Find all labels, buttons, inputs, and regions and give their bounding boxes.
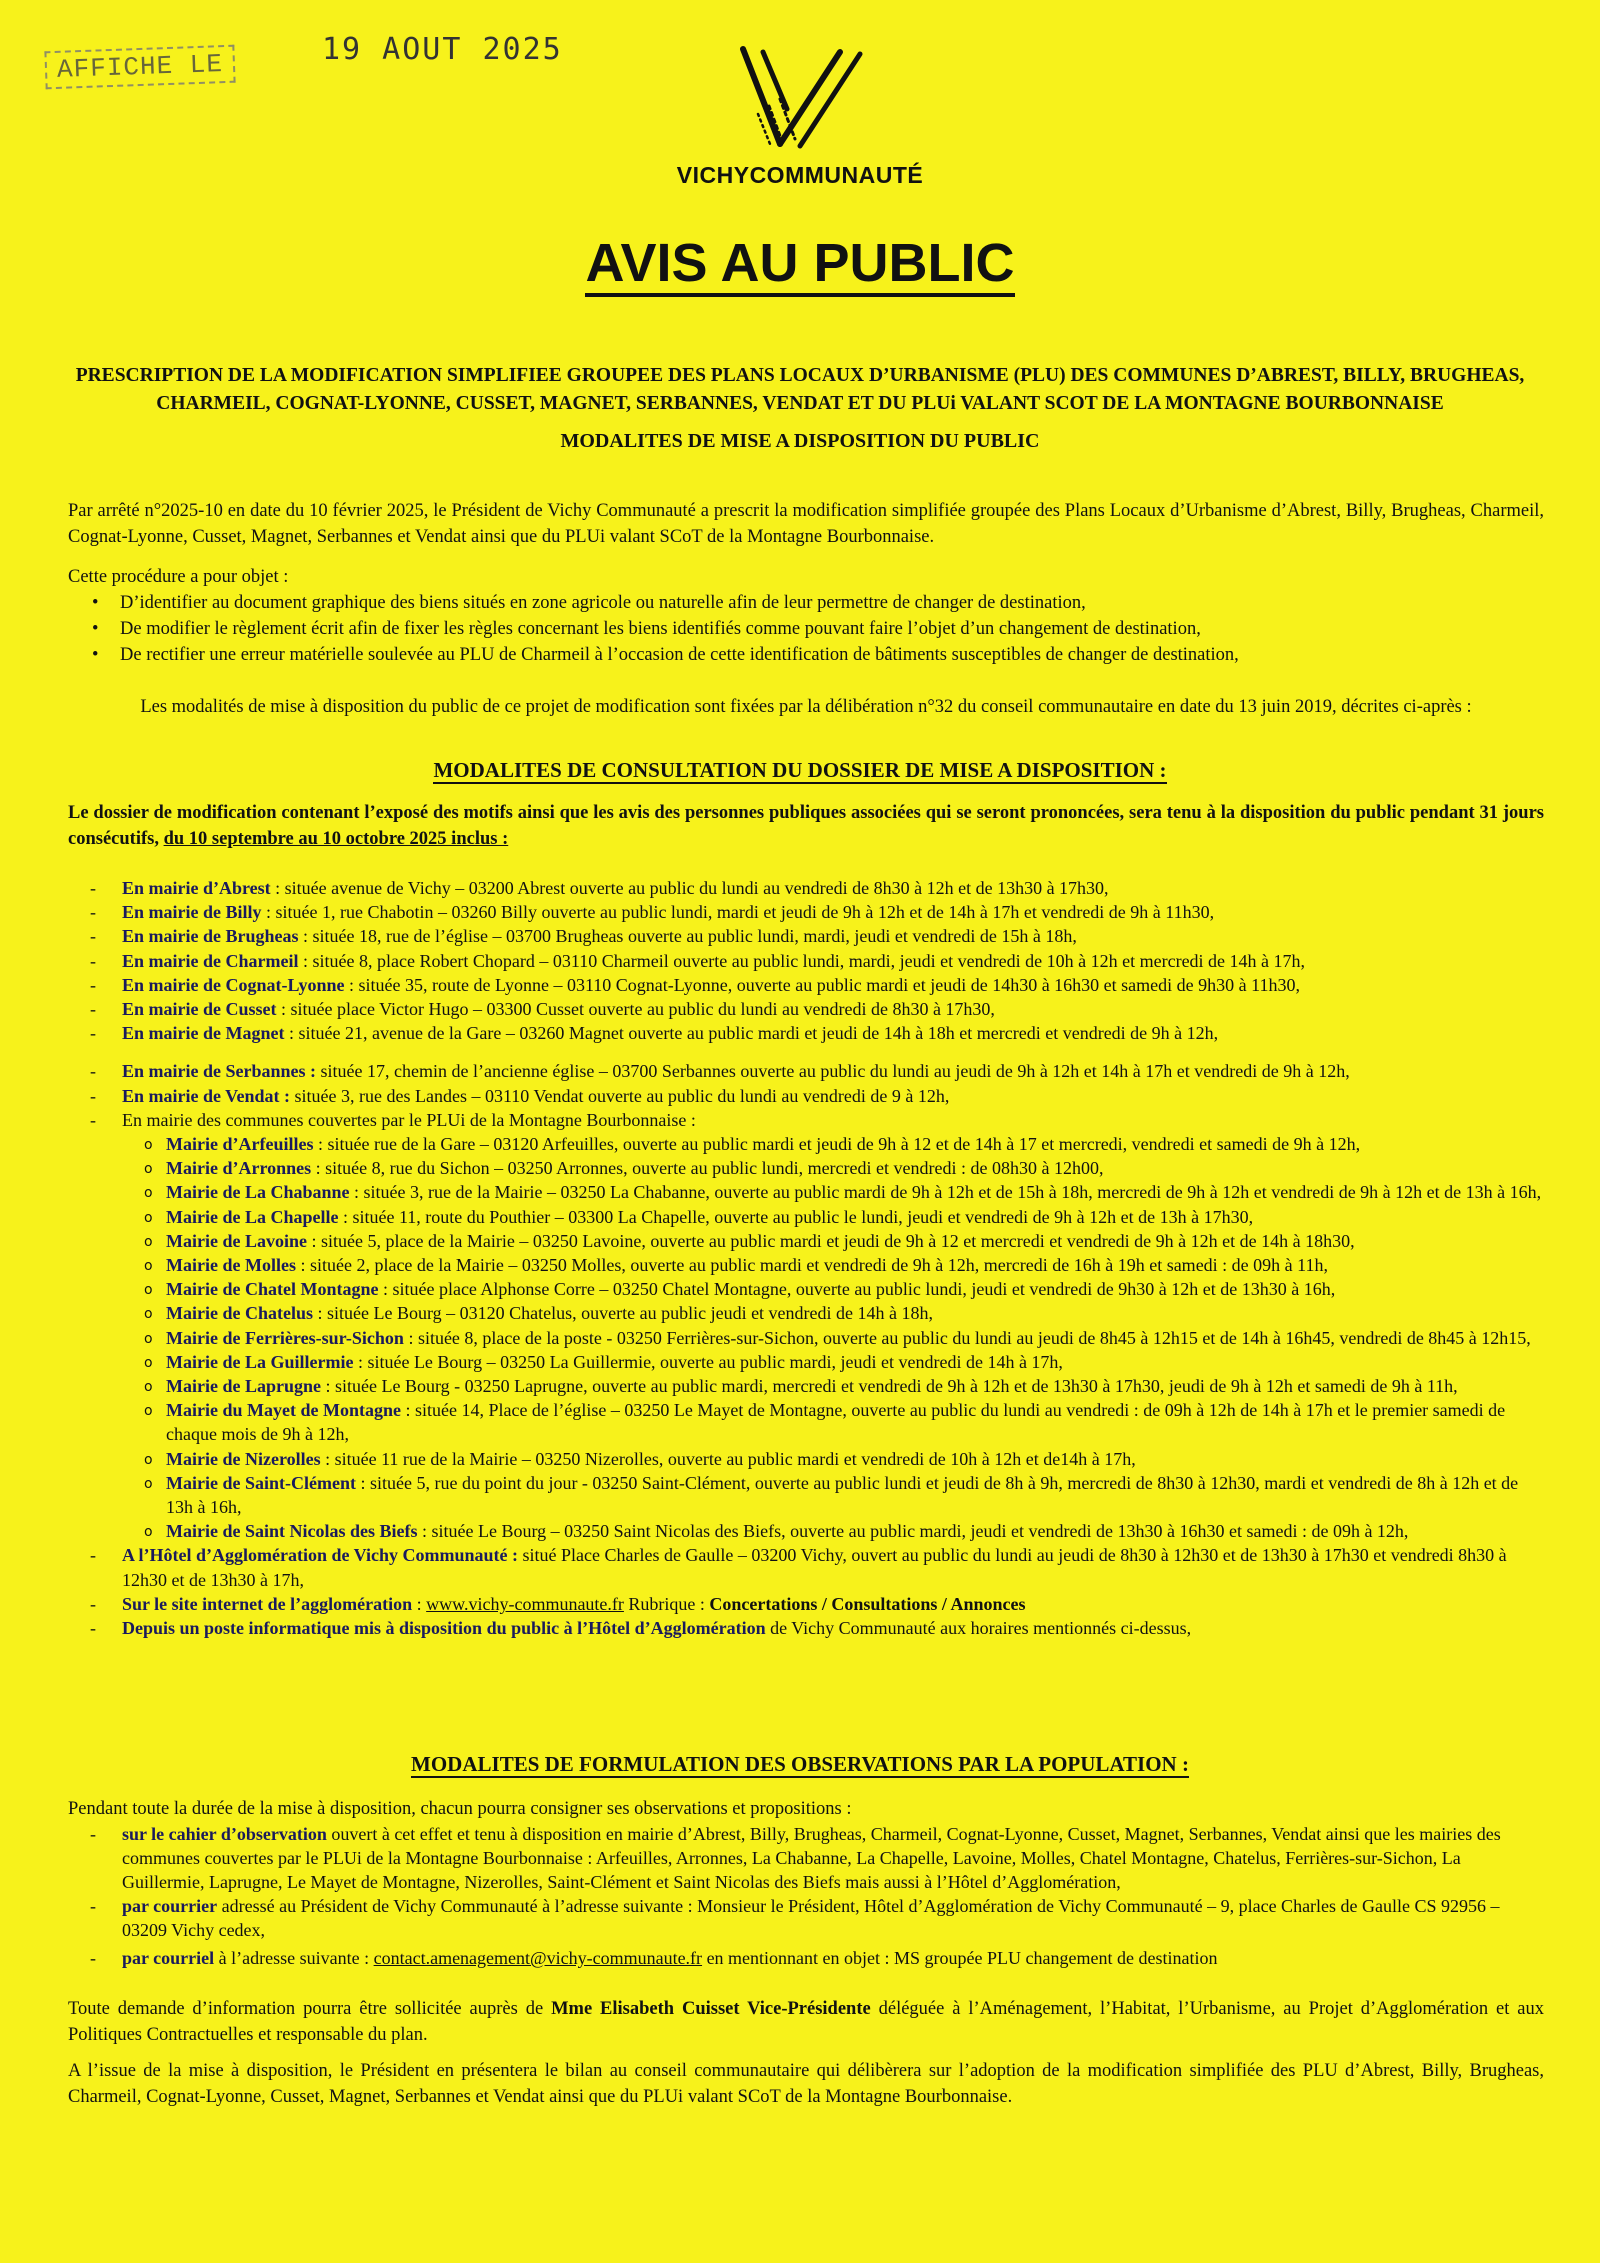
list-item: - En mairie de Billy : située 1, rue Chabotin – 03260 Billy ouverte au public lundi, mardi et jeudi de 9h à 12h et de 14h à 17h et vendredi de 9h à 11h30, bbox=[90, 900, 1545, 924]
list-item: - Depuis un poste informatique mis à disposition du public à l’Hôtel d’Agglomération de Vichy Communauté aux horaires mentionnés ci-dessus, bbox=[90, 1616, 1545, 1640]
list-item: o Mairie de Ferrières-sur-Sichon : située 8, place de la poste - 03250 Ferrières-sur-Sichon, ouverte au public du lundi au jeudi de 8h45 à 12h15 et de 14h à 16h45, vendredi de 8h45 à 12h15, bbox=[90, 1326, 1545, 1350]
modalites-intro: Les modalités de mise à disposition du public de ce projet de modification sont fixées par la délibération n°32 du conseil communautaire en date du 13 juin 2019, décrites ci-après : bbox=[140, 697, 1472, 717]
list-item: - En mairie de Cusset : située place Victor Hugo – 03300 Cusset ouverte au public du lundi au vendredi de 8h30 à 17h30, bbox=[90, 997, 1545, 1021]
list-item: - En mairie de Brugheas : située 18, rue de l’église – 03700 Brugheas ouverte au public lundi, mardi, jeudi et vendredi de 15h à 18h, bbox=[90, 924, 1545, 948]
list-item: o Mairie du Mayet de Montagne : située 14, Place de l’église – 03250 Le Mayet de Montagne, ouverte au public du lundi au vendredi : de 09h à 12h de 14h à 17h et le premier samedi de chaque mois de 9h à 12h, bbox=[90, 1398, 1545, 1446]
list-item: o Mairie de Nizerolles : située 11 rue de la Mairie – 03250 Nizerolles, ouverte au public mardi et vendredi de 10h à 12h et de14h à 17h, bbox=[90, 1447, 1545, 1471]
list-item: o Mairie de Saint Nicolas des Biefs : située Le Bourg – 03250 Saint Nicolas des Biefs, ouverte au public mardi, jeudi et vendredi de 13h30 à 16h30 et samedi : de 09h à 12h, bbox=[90, 1519, 1545, 1543]
consultation-heading: MODALITES DE CONSULTATION DU DOSSIER DE MISE A DISPOSITION : bbox=[433, 758, 1167, 782]
list-item: o Mairie de Saint-Clément : située 5, rue du point du jour - 03250 Saint-Clément, ouverte au public lundi et jeudi de 8h à 9h, mercredi de 8h30 à 12h30, mardi et vendredi de 8h à 12h et de 13h à 16h, bbox=[90, 1471, 1545, 1519]
page-title: AVIS AU PUBLIC bbox=[0, 232, 1600, 294]
list-item: o Mairie de La Guillermie : située Le Bourg – 03250 La Guillermie, ouverte au public mardi, jeudi et vendredi de 14h à 17h, bbox=[90, 1350, 1545, 1374]
observations-heading: MODALITES DE FORMULATION DES OBSERVATIONS PAR LA POPULATION : bbox=[411, 1752, 1189, 1776]
intro-paragraph: Par arrêté n°2025-10 en date du 10 février 2025, le Président de Vichy Communauté a prescrit la modification simplifiée groupée des Plans Locaux d’Urbanisme d’Abrest, Billy, Brugheas, Charmeil, Cognat-Lyonne, Cusset, Magnet, Serbannes et Vendat ainsi que du PLUi valant SCoT de la Montagne Bourbonnaise. bbox=[68, 501, 1544, 547]
list-item: - En mairie de Magnet : située 21, avenue de la Gare – 03260 Magnet ouverte au public mardi et jeudi de 14h à 18h et mercredi et vendredi de 9h à 12h, bbox=[90, 1021, 1545, 1045]
objet-label: Cette procédure a pour objet : bbox=[68, 567, 289, 587]
list-item: • De modifier le règlement écrit afin de fixer les règles concernant les biens identifiés comme pouvant faire l’objet d’un changement de destination, bbox=[92, 616, 1542, 642]
info-paragraph: Toute demande d’information pourra être sollicitée auprès de Mme Elisabeth Cuisset Vice-Présidente déléguée à l’Aménagement, l’Habitat, l’Urbanisme, au Projet d’Agglomération et aux Politiques Contractuelles et responsable du plan. bbox=[68, 1999, 1545, 2045]
consultation-text: Le dossier de modification contenant l’exposé des motifs ainsi que les avis des personnes publiques associées qui se seront prononcées, sera tenu à la disposition du public pendant 31 jours consécutifs, du 10 septembre au 10 octobre 2025 inclus : bbox=[68, 803, 1544, 849]
list-item: - par courrier adressé au Président de Vichy Communauté à l’adresse suivante : Monsieur le Président, Hôtel d’Agglomération de Vichy Communauté – 9, place Charles de Gaulle CS 92956 – 03209 Vichy cedex, bbox=[90, 1894, 1545, 1942]
list-item: - En mairie d’Abrest : située avenue de Vichy – 03200 Abrest ouverte au public du lundi au vendredi de 8h30 à 12h et de 13h30 à 17h30, bbox=[90, 876, 1545, 900]
list-item: o Mairie de Lavoine : située 5, place de la Mairie – 03250 Lavoine, ouverte au public mardi et jeudi de 9h à 12 et mercredi et vendredi de 9h à 12h et de 14h à 18h30, bbox=[90, 1229, 1545, 1253]
list-item: o Mairie d’Arronnes : située 8, rue du Sichon – 03250 Arronnes, ouverte au public lundi, mercredi et vendredi : de 08h30 à 12h00, bbox=[90, 1156, 1545, 1180]
list-item: - En mairie de Serbannes : située 17, chemin de l’ancienne église – 03700 Serbannes ouverte au public du lundi au jeudi de 9h à 12h et 14h à 17h et vendredi de 9h à 12h, bbox=[90, 1059, 1545, 1083]
list-item: o Mairie de La Chabanne : située 3, rue de la Mairie – 03250 La Chabanne, ouverte au public mardi de 9h à 12h et de 15h à 18h, mercredi de 9h à 12h et vendredi de 9h à 12h et de 13h à 16h, bbox=[90, 1180, 1545, 1204]
list-item: o Mairie de Laprugne : située Le Bourg - 03250 Laprugne, ouverte au public mardi, mercredi et vendredi de 9h à 12h et de 13h30 à 17h30, jeudi de 9h à 12h et samedi de 9h à 11h, bbox=[90, 1374, 1545, 1398]
list-item: - A l’Hôtel d’Agglomération de Vichy Communauté : situé Place Charles de Gaulle – 03200 Vichy, ouvert au public du lundi au jeudi de 8h30 à 12h30 et de 13h30 à 17h30 et vendredi 8h30 à 12h30 et de 13h30 à 17h, bbox=[90, 1543, 1545, 1591]
list-item: o Mairie de Chatelus : située Le Bourg – 03120 Chatelus, ouverte au public jeudi et vendredi de 14h à 18h, bbox=[90, 1301, 1545, 1325]
list-item: o Mairie de La Chapelle : située 11, route du Pouthier – 03300 La Chapelle, ouverte au public le lundi, jeudi et vendredi de 9h à 12h et de 13h à 17h30, bbox=[90, 1205, 1545, 1229]
observations-intro: Pendant toute la durée de la mise à disposition, chacun pourra consigner ses observations et propositions : bbox=[68, 1799, 852, 1819]
consultation-dates: du 10 septembre au 10 octobre 2025 inclus : bbox=[163, 829, 509, 849]
objet-list bbox=[92, 590, 1542, 668]
list-item: - Sur le site internet de l’agglomération : www.vichy-communaute.fr Rubrique : Concertations / Consultations / Annonces bbox=[90, 1592, 1545, 1616]
list-item: o Mairie de Chatel Montagne : située place Alphonse Corre – 03250 Chatel Montagne, ouverte au public lundi, jeudi et vendredi de 9h30 à 12h et de 13h30 à 16h, bbox=[90, 1277, 1545, 1301]
list-item: - En mairie de Vendat : située 3, rue des Landes – 03110 Vendat ouverte au public du lundi au vendredi de 9 à 12h, bbox=[90, 1084, 1545, 1108]
list-item: - par courriel à l’adresse suivante : contact.amenagement@vichy-communaute.fr en mentionnant en objet : MS groupée PLU changement de destination bbox=[90, 1946, 1545, 1970]
consultation-list bbox=[90, 876, 1545, 1640]
vichy-logo-icon bbox=[725, 44, 875, 154]
list-item: • De rectifier une erreur matérielle soulevée au PLU de Charmeil à l’occasion de cette identification de bâtiments susceptibles de changer de destination, bbox=[92, 642, 1542, 668]
list-item: o Mairie de Molles : située 2, place de la Mairie – 03250 Molles, ouverte au public mardi et vendredi de 9h à 12h, mercredi de 16h à 19h et samedi : de 09h à 11h, bbox=[90, 1253, 1545, 1277]
posted-date: 19 AOUT 2025 bbox=[322, 32, 563, 67]
list-item: - En mairie des communes couvertes par le PLUi de la Montagne Bourbonnaise : bbox=[90, 1108, 1545, 1132]
modalites-heading: MODALITES DE MISE A DISPOSITION DU PUBLIC bbox=[560, 430, 1040, 452]
list-item: • D’identifier au document graphique des biens situés en zone agricole ou naturelle afin de leur permettre de changer de destination, bbox=[92, 590, 1542, 616]
brand-name: VICHYCOMMUNAUTÉ bbox=[676, 162, 924, 188]
list-item: - En mairie de Cognat-Lyonne : située 35, route de Lyonne – 03110 Cognat-Lyonne, ouverte au public mardi et jeudi de 14h30 à 16h30 et samedi de 9h30 à 11h30, bbox=[90, 973, 1545, 997]
website-link[interactable]: www.vichy-communaute.fr bbox=[426, 1593, 624, 1614]
list-item: - sur le cahier d’observation ouvert à cet effet et tenu à disposition en mairie d’Abrest, Billy, Brugheas, Charmeil, Cognat-Lyonne, Cusset, Magnet, Serbannes, Vendat ainsi que les mairies des communes couvertes par le PLUi de la Montagne Bourbonnaise : Arfeuilles, Arronnes, La Chabanne, La Chapelle, Lavoine, Molles, Chatel Montagne, Chatelus, Ferrières-sur-Sichon, La Guillermie, Laprugne, Le Mayet de Montagne, Nizerolles, Saint-Clément et Saint Nicolas des Biefs mais aussi à l’Hôtel d’Agglomération, bbox=[90, 1822, 1545, 1894]
email-link[interactable]: contact.amenagement@vichy-communaute.fr bbox=[373, 1948, 703, 1968]
observations-list bbox=[90, 1822, 1545, 1970]
notice-subtitle: PRESCRIPTION DE LA MODIFICATION SIMPLIFIEE GROUPEE DES PLANS LOCAUX D’URBANISME (PLU) DES COMMUNES D’ABREST, BILLY, BRUGHEAS, CHARMEIL, COGNAT-LYONNE, CUSSET, MAGNET, SERBANNES, VENDAT ET DU PLUi VALANT SCOT DE LA MONTAGNE BOURBONNAISE bbox=[75, 365, 1525, 414]
list-item: o Mairie d’Arfeuilles : située rue de la Gare – 03120 Arfeuilles, ouverte au public mardi et jeudi de 9h à 12 et de 14h à 17 et mercredi, vendredi et samedi de 9h à 12h, bbox=[90, 1132, 1545, 1156]
list-item: - En mairie de Charmeil : située 8, place Robert Chopard – 03110 Charmeil ouverte au public lundi, mardi, jeudi et vendredi de 10h à 12h et mercredi de 14h à 17h, bbox=[90, 949, 1545, 973]
conclusion-paragraph: A l’issue de la mise à disposition, le Président en présentera le bilan au conseil communautaire qui délibèrera sur l’adoption de la modification simplifiée des PLU d’Abrest, Billy, Brugheas, Charmeil, Cognat-Lyonne, Cusset, Magnet, Serbannes et Vendat ainsi que du PLUi valant SCoT de la Montagne Bourbonnaise. bbox=[68, 2061, 1544, 2107]
posted-stamp: AFFICHE LE bbox=[44, 45, 235, 90]
